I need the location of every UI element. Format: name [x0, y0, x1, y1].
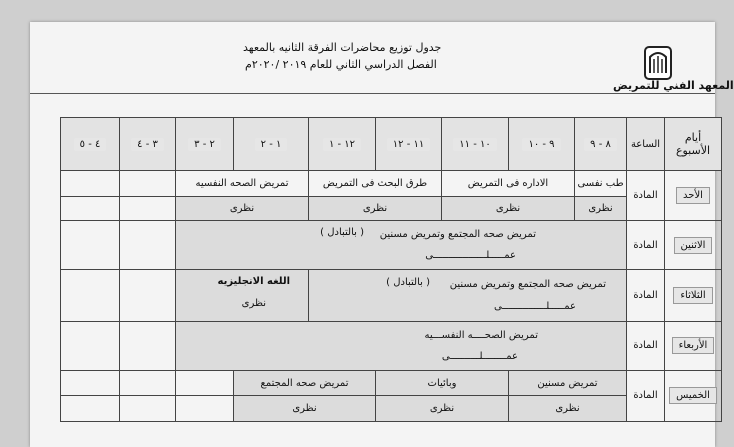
wednesday-row	[61, 321, 722, 370]
slot-cell: ٣ - ٤	[120, 118, 176, 171]
type-cell: نظرى	[234, 396, 376, 422]
slot-cell: ١٠ - ١١	[442, 118, 509, 171]
tuesday-row	[61, 270, 722, 321]
time-label-cell: الساعة	[627, 118, 665, 171]
subject-label-cell: المادة	[627, 221, 665, 270]
thursday-subject-row	[61, 370, 722, 396]
empty-cell	[120, 196, 176, 221]
subject-label-cell: المادة	[627, 171, 665, 221]
merged-subject-cell	[176, 321, 627, 370]
subject-cell: تمريض صحه المجتمع	[234, 370, 376, 396]
header-rule	[30, 93, 715, 94]
tuesday-subject-2: اللغه الانجليزيه	[217, 276, 290, 288]
empty-cell	[120, 171, 176, 197]
slot-cell: ٨ - ٩	[575, 118, 627, 171]
empty-cell	[120, 270, 176, 321]
subject-cell: تمريض مسنين	[509, 370, 627, 396]
tuesday-type-2: نظرى	[241, 298, 266, 310]
slot-cell: ٩ - ١٠	[509, 118, 575, 171]
title-line-1: جدول توزيع محاضرات الفرقة الثانيه بالمعهد	[243, 41, 442, 54]
empty-cell	[61, 171, 120, 197]
slot-cell: ٤ - ٥	[61, 118, 120, 171]
empty-cell	[176, 396, 234, 422]
subject-label-cell: المادة	[627, 321, 665, 370]
schedule-sheet	[30, 22, 734, 447]
slot-cell: ١ - ٢	[234, 118, 309, 171]
empty-cell	[61, 221, 120, 270]
merged-subject-cell	[309, 270, 627, 321]
day-cell-tuesday: الثلاثاء	[665, 270, 722, 321]
empty-cell	[61, 270, 120, 321]
schedule-table	[60, 117, 722, 422]
thursday-type-row	[61, 396, 722, 422]
type-cell: نظرى	[442, 196, 575, 221]
subject-cell: وبائيات	[376, 370, 509, 396]
subject-label-cell: المادة	[627, 370, 665, 421]
empty-cell	[61, 196, 120, 221]
empty-cell	[120, 370, 176, 396]
subject-cell	[176, 270, 309, 321]
slot-cell: ١٢ - ١	[309, 118, 376, 171]
subject-cell: طب نفسى	[575, 171, 627, 197]
type-cell: نظرى	[509, 396, 627, 422]
wednesday-subject: تمريض الصحــــه النفســـيه	[424, 329, 538, 341]
institute-logo-icon	[643, 43, 673, 83]
tuesday-note: ( بالتبادل )	[386, 277, 430, 289]
type-cell: نظرى	[575, 196, 627, 221]
type-cell: نظرى	[176, 196, 309, 221]
wednesday-type: عمــــــــلــــــــــى	[441, 350, 518, 362]
empty-cell	[61, 321, 120, 370]
sunday-subject-row	[61, 171, 722, 197]
empty-cell	[120, 321, 176, 370]
empty-cell	[176, 370, 234, 396]
slot-cell: ٢ - ٣	[176, 118, 234, 171]
monday-row	[61, 221, 722, 270]
empty-cell	[120, 221, 176, 270]
subject-label-cell: المادة	[627, 270, 665, 321]
institute-name: المعهد الفني للتمريض	[613, 79, 734, 92]
day-cell-wednesday: الأربعاء	[665, 321, 722, 370]
empty-cell	[120, 396, 176, 422]
subject-cell: الاداره فى التمريض	[442, 171, 575, 197]
title-line-2: الفصل الدراسي الثاني للعام ٢٠١٩ /٢٠٢٠م	[245, 58, 437, 71]
slot-cell: ١١ - ١٢	[376, 118, 442, 171]
tuesday-type: عمـــــلـــــــــــــــى	[494, 301, 576, 313]
sunday-type-row	[61, 196, 722, 221]
day-cell-sunday: الأحد	[665, 171, 722, 221]
corner-cell: أيام الأسبوع	[665, 118, 722, 171]
monday-type: عمـــــلــــــــــــــــــى	[425, 250, 516, 262]
subject-cell: طرق البحث فى التمريض	[309, 171, 442, 197]
type-cell: نظرى	[376, 396, 509, 422]
type-cell: نظرى	[309, 196, 442, 221]
header-row	[61, 118, 722, 171]
day-cell-thursday: الخميس	[665, 370, 722, 421]
subject-cell: تمريض الصحه النفسيه	[176, 171, 309, 197]
empty-cell	[61, 396, 120, 422]
tuesday-subject: تمريض صحه المجتمع وتمريض مسنين	[449, 279, 606, 291]
monday-note: ( بالتبادل )	[320, 227, 364, 239]
empty-cell	[61, 370, 120, 396]
day-cell-monday: الاثنين	[665, 221, 722, 270]
merged-subject-cell	[176, 221, 627, 270]
monday-subject: تمريض صحه المجتمع وتمريض مسنين	[379, 229, 536, 241]
